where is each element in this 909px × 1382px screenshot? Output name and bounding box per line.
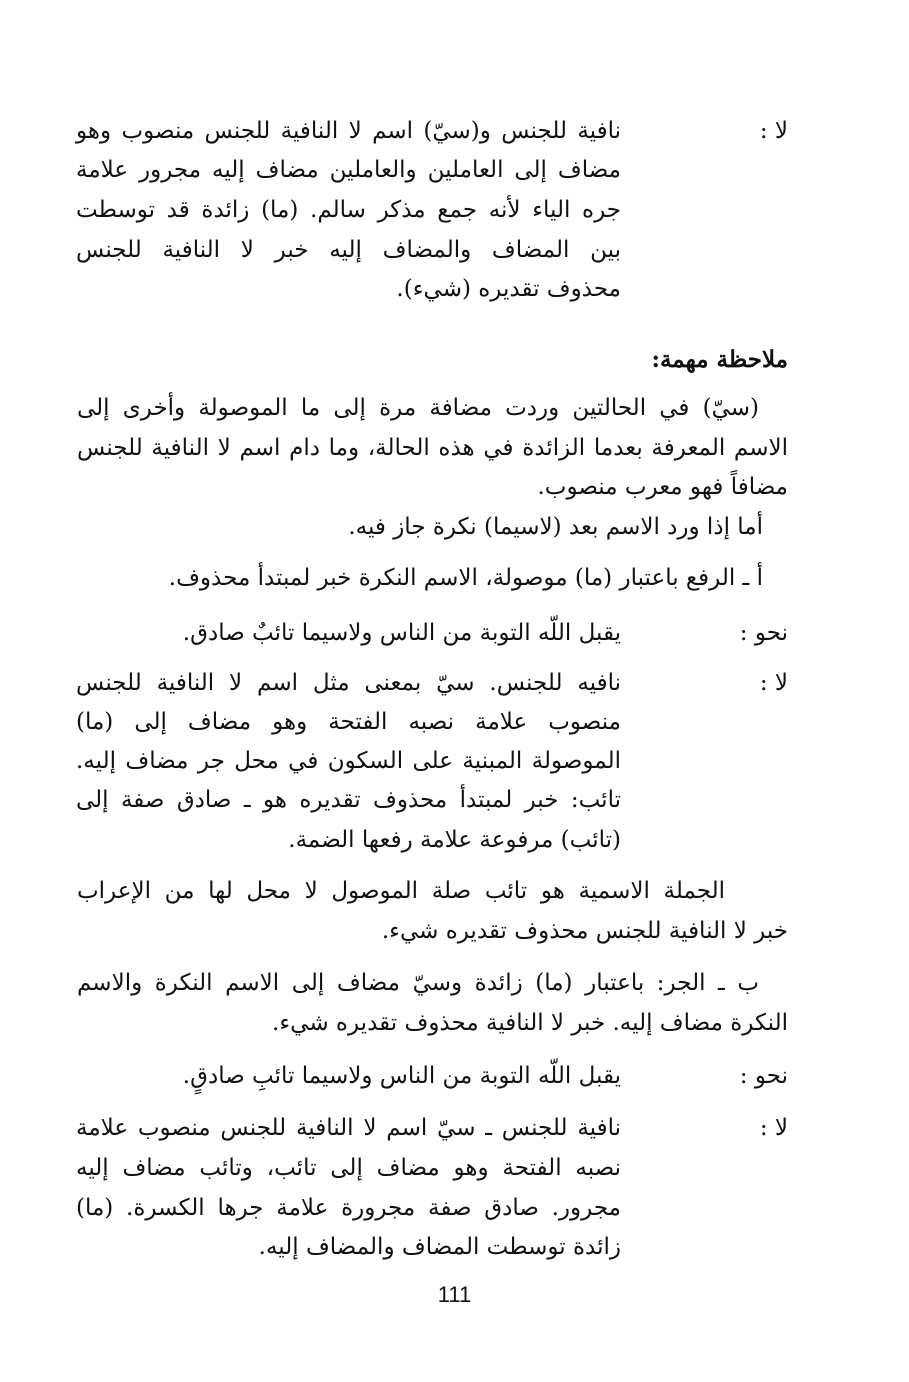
entry-text-line: (تائب) مرفوعة علامة رفعها الضمة. [288, 827, 621, 853]
entry-text-line: تائب: خبر لمبتدأ محذوف تقديره هو ـ صادق صفة إلى [76, 787, 621, 813]
case-b-line: النكرة مضاف إليه. خبر لا النافية محذوف تقديره شيء. [272, 1010, 788, 1036]
entry-text-line: مضاف إلى العاملين والعاملين مضاف إليه مجرور علامة [76, 157, 621, 183]
entry-text-line: منصوب علامة نصبه الفتحة وهو مضاف إلى (ما) [76, 709, 621, 735]
case-a-line: أ ـ الرفع باعتبار (ما) موصولة، الاسم النكرة خبر لمبتدأ محذوف. [168, 565, 763, 591]
entry-text-line: الموصولة المبنية على السكون في محل جر مضاف إليه. [76, 748, 621, 774]
entry-label: لا : [759, 670, 788, 696]
entry-text-line: محذوف تقديره (شيء). [396, 276, 621, 302]
entry-label: لا : [759, 1115, 788, 1141]
entry-text-line: نافية للجنس ـ سيّ اسم لا النافية للجنس منصوب علامة [76, 1115, 621, 1141]
example-label: نحو : [739, 1063, 788, 1089]
entry-text-line: نافيه للجنس. سيّ بمعنى مثل اسم لا النافية للجنس [76, 670, 621, 696]
example-label: نحو : [739, 620, 788, 646]
entry-label: لا : [759, 118, 788, 144]
entry-text-line: نصبه الفتحة وهو مضاف إلى تائب، وتائب مضاف إليه [76, 1155, 621, 1181]
entry-text-line: زائدة توسطت المضاف والمضاف إليه. [258, 1234, 621, 1260]
paragraph-line: الجملة الاسمية هو تائب صلة الموصول لا محل لها من الإعراب [77, 878, 725, 904]
paragraph-line: (سيّ) في الحالتين وردت مضافة مرة إلى ما الموصولة وأخرى إلى [77, 395, 759, 421]
note-heading: ملاحظة مهمة: [651, 346, 788, 373]
entry-text-line: جره الياء لأنه جمع مذكر سالم. (ما) زائدة قد توسطت [76, 197, 621, 223]
paragraph-line: خبر لا النافية للجنس محذوف تقديره شيء. [381, 918, 788, 944]
paragraph-line: مضافاً فهو معرب منصوب. [537, 474, 788, 500]
paragraph-line: أما إذا ورد الاسم بعد (لاسيما) نكرة جاز فيه. [348, 514, 763, 540]
case-b-line: ب ـ الجر: باعتبار (ما) زائدة وسيّ مضاف إلى الاسم النكرة والاسم [77, 970, 759, 996]
page-number: 111 [437, 1282, 472, 1307]
paragraph-line: الاسم المعرفة بعدما الزائدة في هذه الحالة، وما دام اسم لا النافية للجنس [77, 435, 788, 461]
example-text: يقبل اللّه التوبة من الناس ولاسيما تائبِ صادقٍ. [182, 1063, 621, 1089]
entry-text-line: بين المضاف والمضاف إليه خبر لا النافية للجنس [76, 237, 621, 263]
entry-text-line: مجرور. صادق صفة مجرورة علامة جرها الكسرة. (ما) [76, 1195, 621, 1221]
entry-text-line: نافية للجنس و(سيّ) اسم لا النافية للجنس منصوب وهو [76, 118, 621, 144]
example-text: يقبل اللّه التوبة من الناس ولاسيما تائبٌ صادق. [182, 620, 621, 646]
